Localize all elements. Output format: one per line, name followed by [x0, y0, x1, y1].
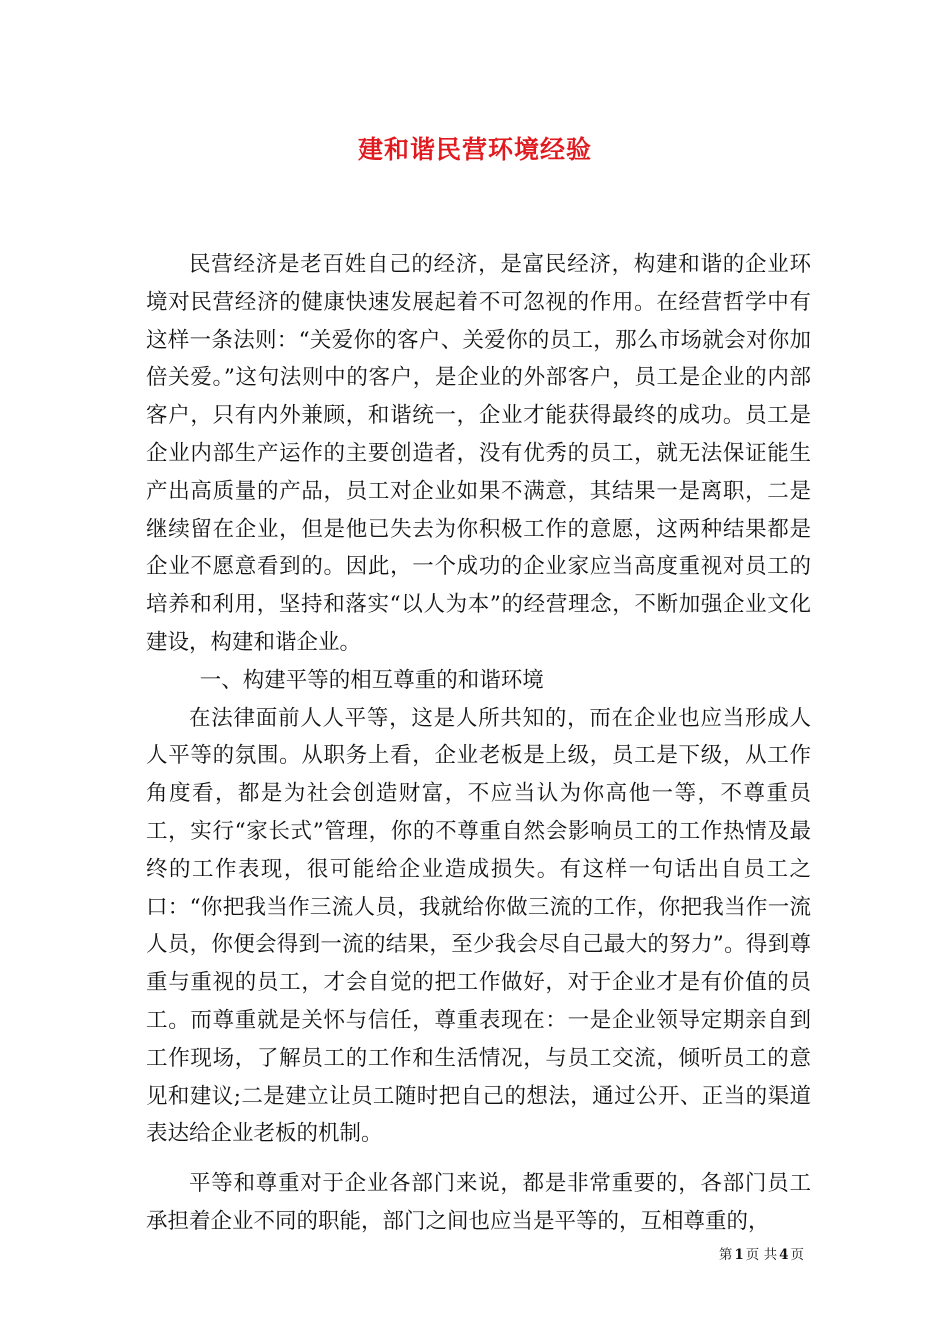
page-number-footer	[719, 1246, 804, 1264]
paragraph-equality: 在法律面前人人平等，这是人所共知的，而在企业也应当形成人人平等的氛围。从职务上看，企业老板是上级，员工是下级，从工作角度看，都是为社会创造财富，不应当认为你高他一等，不尊重员工，实行“家长式”管理，你的不尊重自然会影响员工的工作热情及最终的工作表现，很可能给企业造成损失。有这样一句话出自员工之口：“你把我当作三流人员，我就给你做三流的工作，你把我当作一流人员，你便会得到一流的结果，至少我会尽自己最大的努力”。得到尊重与重视的员工，才会自觉的把工作做好，对于企业才是有价值的员工。而尊重就是关怀与信任，尊重表现在：一是企业领导定期亲自到工作现场，了解员工的工作和生活情况，与员工交流，倾听员工的意见和建议;二是建立让员工随时把自己的想法，通过公开、正当的渠道表达给企业老板的机制。	[146, 705, 811, 1147]
paragraph-departments: 平等和尊重对于企业各部门来说，都是非常重要的，各部门员工承担着企业不同的职能，部门之间也应当是平等的，互相尊重的，	[146, 1171, 811, 1234]
footer-current-page: 1	[734, 1247, 744, 1263]
section-heading-1: 一、构建平等的相互尊重的和谐环境	[199, 667, 544, 693]
document-body	[146, 246, 811, 1241]
footer-total-pages: 4	[779, 1247, 789, 1263]
footer-suffix: 页	[790, 1247, 804, 1263]
paragraph-intro: 民营经济是老百姓自己的经济，是富民经济，构建和谐的企业环境对民营经济的健康快速发展起着不可忽视的作用。在经营哲学中有这样一条法则：“关爱你的客户、关爱你的员工，那么市场就会对你加倍关爱。”这句法则中的客户，是企业的外部客户，员工是企业的内部客户，只有内外兼顾，和谐统一，企业才能获得最终的成功。员工是企业内部生产运作的主要创造者，没有优秀的员工，就无法保证能生产出高质量的产品，员工对企业如果不满意，其结果一是离职，二是继续留在企业，但是他已失去为你积极工作的意愿，这两种结果都是企业不愿意看到的。因此，一个成功的企业家应当高度重视对员工的培养和利用，坚持和落实“以人为本”的经营理念，不断加强企业文化建设，构建和谐企业。	[146, 252, 811, 655]
footer-middle: 页 共	[745, 1247, 778, 1263]
footer-prefix: 第	[718, 1247, 733, 1263]
document-title: 建和谐民营环境经验	[357, 135, 592, 164]
